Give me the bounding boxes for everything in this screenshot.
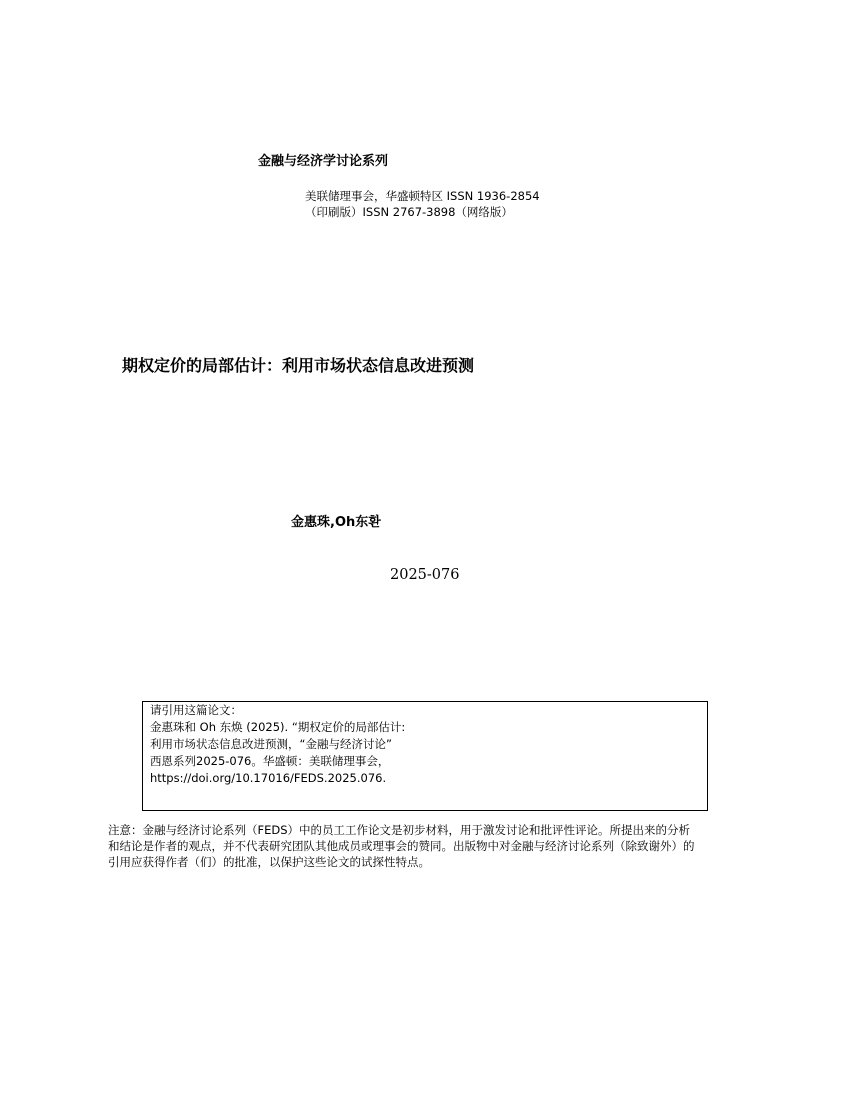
series-title: 金融与经济学讨论系列 bbox=[258, 154, 389, 169]
citation-line: 西恩系列2025-076。华盛顿：美联储理事会， bbox=[150, 754, 390, 768]
issn-line-print: 美联储理事会，华盛顿特区 ISSN 1936-2854 bbox=[305, 189, 540, 203]
issn-block bbox=[305, 188, 540, 220]
citation-doi-link[interactable]: https://doi.org/10.17016/FEDS.2025.076. bbox=[150, 771, 387, 785]
citation-line: 利用市场状态信息改进预测，“金融与经济讨论” bbox=[150, 737, 392, 751]
notice-line: 引用应获得作者（们）的批准，以保护这些论文的试探性特点。 bbox=[108, 855, 430, 869]
paper-authors: 金惠珠,Oh东환 bbox=[291, 515, 381, 530]
paper-number: 2025-076 bbox=[390, 567, 460, 583]
notice-line: 和结论是作者的观点，并不代表研究团队其他成员或理事会的赞同。出版物中对金融与经济讨论系列（除致谢外）的 bbox=[108, 839, 695, 853]
citation-box bbox=[142, 701, 708, 811]
disclaimer-notice bbox=[108, 822, 748, 870]
citation-heading: 请引用这篇论文： bbox=[150, 703, 242, 717]
issn-line-online: （印刷版）ISSN 2767-3898（网络版） bbox=[305, 205, 513, 219]
paper-title: 期权定价的局部估计：利用市场状态信息改进预测 bbox=[122, 356, 475, 375]
notice-line: 注意：金融与经济讨论系列（FEDS）中的员工工作论文是初步材料，用于激发讨论和批评性评论。所提出来的分析 bbox=[108, 823, 691, 837]
citation-line: 金惠珠和 Oh 东焕 (2025). “期权定价的局部估计: bbox=[150, 720, 406, 734]
